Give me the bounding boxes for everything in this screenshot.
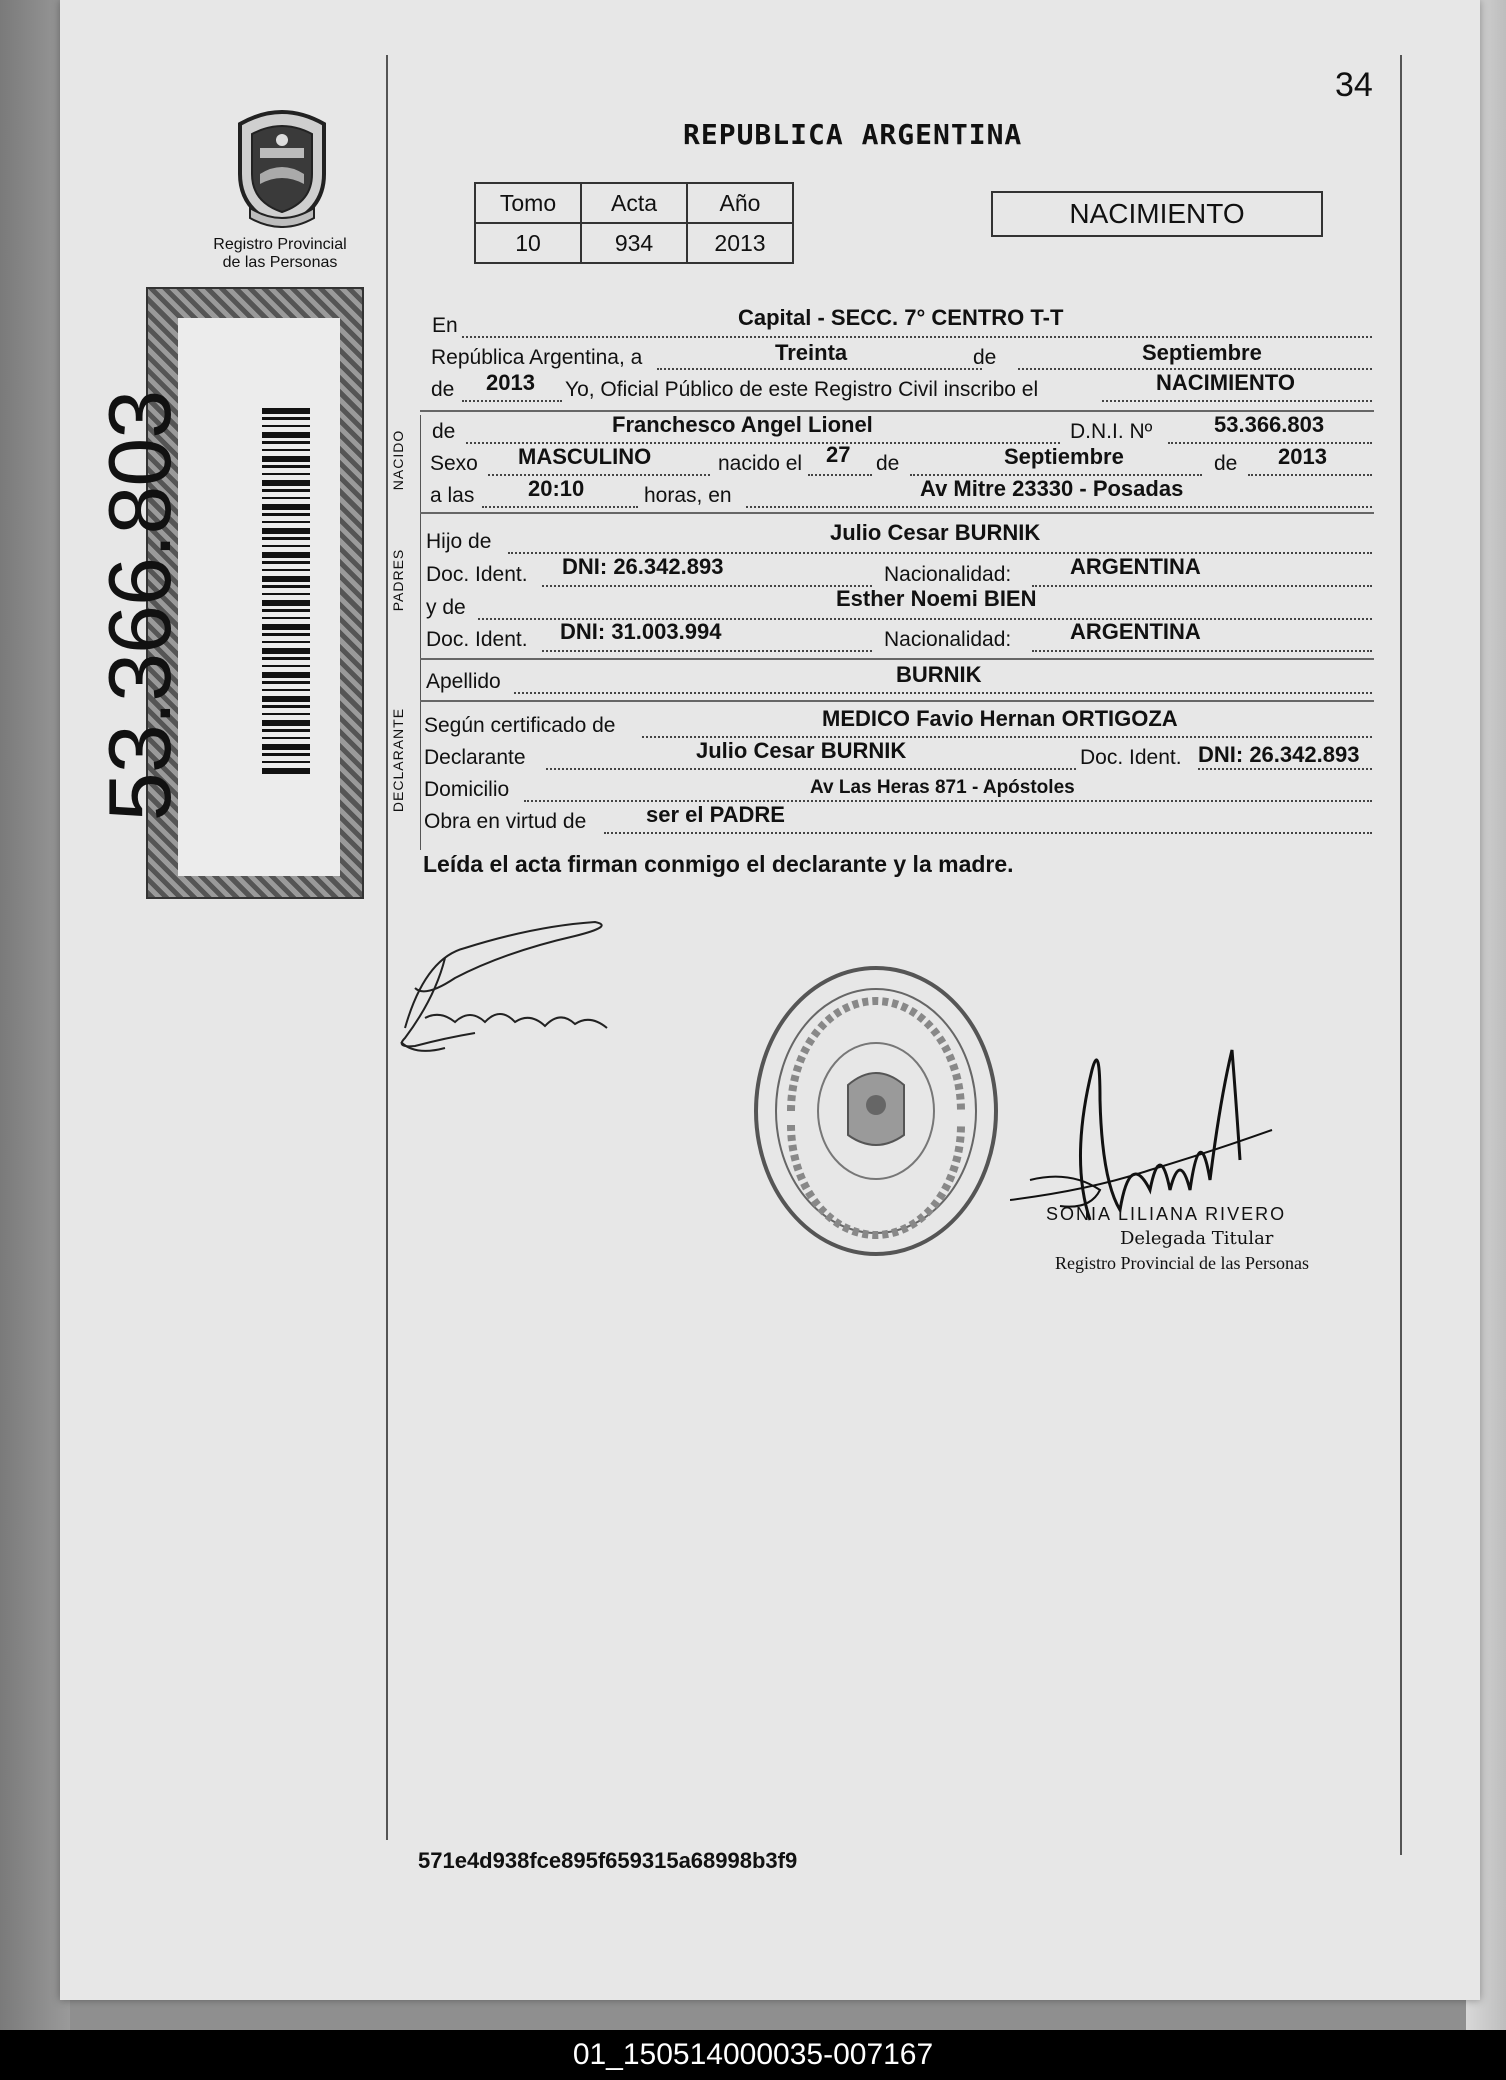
label-a-las: a las	[430, 484, 475, 507]
separator-line	[420, 700, 1374, 702]
label-yo: Yo, Oficial Público de este Registro Civil inscribo el	[565, 378, 1039, 401]
dotted-line	[462, 336, 1372, 338]
dotted-line	[482, 506, 638, 508]
value-domicilio: Av Las Heras 871 - Apóstoles	[810, 777, 1075, 798]
row-declarante	[0, 738, 1506, 776]
value-lugar-nac: Av Mitre 23330 - Posadas	[920, 476, 1184, 501]
value-dni: 53.366.803	[1214, 412, 1325, 437]
id-number-vertical: 53.366.803	[90, 390, 189, 822]
value-mes: Septiembre	[1142, 340, 1262, 365]
dotted-line	[542, 585, 872, 587]
table-header-acta: Acta	[581, 183, 687, 223]
mother-signature-icon	[385, 918, 625, 1068]
label-doc-ident: Doc. Ident.	[426, 563, 528, 586]
value-sexo: MASCULINO	[518, 444, 652, 469]
record-type-box: NACIMIENTO	[991, 191, 1323, 237]
label-sexo: Sexo	[430, 452, 478, 475]
value-apellido: BURNIK	[896, 662, 982, 687]
dotted-line	[462, 400, 562, 402]
label-y-de: y de	[426, 596, 466, 619]
label-declarante: Declarante	[424, 746, 526, 769]
value-madre-nac: ARGENTINA	[1070, 619, 1201, 644]
dotted-line	[1168, 442, 1372, 444]
table-header-tomo: Tomo	[475, 183, 581, 223]
row-sexo	[0, 442, 1506, 482]
label-segun: Según certificado de	[424, 714, 616, 737]
closing-statement: Leída el acta firman conmigo el declarante y la madre.	[423, 851, 1014, 877]
value-padre-doc: DNI: 26.342.893	[562, 554, 724, 579]
value-padre-nac: ARGENTINA	[1070, 554, 1201, 579]
value-madre-doc: DNI: 31.003.994	[560, 619, 722, 644]
label-doc-ident3: Doc. Ident.	[1080, 746, 1182, 769]
label-nacionalidad: Nacionalidad:	[884, 563, 1012, 586]
value-tipo: NACIMIENTO	[1156, 370, 1295, 395]
page-number: 34	[1335, 66, 1373, 104]
dotted-line	[808, 474, 872, 476]
misiones-shield-icon	[230, 104, 334, 228]
row-lugar	[0, 305, 1506, 344]
side-label-declarante: DECLARANTE	[390, 707, 406, 813]
row-inscripcion	[0, 370, 1506, 408]
dotted-line	[1102, 400, 1372, 402]
table-value-row	[475, 223, 793, 263]
official-seal-icon	[753, 965, 999, 1257]
label-obra: Obra en virtud de	[424, 810, 587, 833]
side-label-padres: PADRES	[390, 548, 406, 612]
dotted-line	[1198, 768, 1372, 770]
row-apellido	[0, 662, 1506, 700]
official-name: SONIA LILIANA RIVERO	[1046, 1204, 1287, 1224]
label-hijo-de: Hijo de	[426, 530, 492, 553]
official-office: Registro Provincial de las Personas	[1055, 1253, 1309, 1273]
value-anio-nac: 2013	[1278, 444, 1327, 469]
value-padre: Julio Cesar BURNIK	[830, 520, 1041, 545]
document-hash: 571e4d938fce895f659315a68998b3f9	[418, 1848, 798, 1873]
label-horas-en: horas, en	[644, 484, 732, 507]
label-domicilio: Domicilio	[424, 778, 510, 801]
official-role: Delegada Titular	[1120, 1228, 1274, 1249]
dotted-line	[1032, 650, 1372, 652]
registro-line2: de las Personas	[222, 254, 338, 271]
dotted-line	[746, 506, 1372, 508]
dotted-line	[604, 832, 1372, 834]
label-nacionalidad2: Nacionalidad:	[884, 628, 1012, 651]
dotted-line	[546, 768, 1076, 770]
footer-id: 01_150514000035-007167	[0, 2030, 1506, 2080]
value-nombre: Franchesco Angel Lionel	[612, 412, 873, 437]
label-nacido-de: de	[432, 420, 456, 443]
value-mes-nac: Septiembre	[1004, 444, 1124, 469]
row-padre	[0, 520, 1506, 560]
dotted-line	[657, 368, 982, 370]
separator-line	[420, 658, 1374, 660]
value-declarante: Julio Cesar BURNIK	[696, 738, 907, 763]
side-label-nacido: NACIDO	[390, 429, 406, 491]
label-de: de	[973, 346, 997, 369]
value-declarante-doc: DNI: 26.342.893	[1198, 742, 1360, 767]
row-madre-doc	[0, 619, 1506, 658]
label-republica: República Argentina, a	[431, 346, 643, 369]
label-en: En	[432, 314, 458, 337]
label-dni: D.N.I. Nº	[1070, 420, 1153, 443]
label-doc-ident2: Doc. Ident.	[426, 628, 528, 651]
value-anio: 2013	[486, 370, 535, 395]
table-value-acta: 934	[581, 223, 687, 263]
table-value-anio: 2013	[687, 223, 793, 263]
row-obra	[0, 802, 1506, 840]
value-dia-letras: Treinta	[775, 340, 848, 365]
table-value-tomo: 10	[475, 223, 581, 263]
value-lugar: Capital - SECC. 7° CENTRO T-T	[738, 305, 1064, 330]
label-de4: de	[1214, 452, 1238, 475]
dotted-line	[542, 650, 872, 652]
tomo-acta-table	[474, 182, 794, 264]
label-de2: de	[431, 378, 455, 401]
label-nacido-el: nacido el	[718, 452, 803, 475]
value-madre: Esther Noemi BIEN	[836, 586, 1037, 611]
value-obra: ser el PADRE	[646, 802, 785, 827]
table-header-anio: Año	[687, 183, 793, 223]
value-hora: 20:10	[528, 476, 585, 501]
dotted-line	[1248, 474, 1372, 476]
page-title: REPUBLICA ARGENTINA	[683, 118, 1023, 151]
label-de3: de	[876, 452, 900, 475]
registro-line1: Registro Provincial	[213, 236, 347, 253]
dotted-line	[488, 474, 710, 476]
row-madre	[0, 586, 1506, 626]
value-certificado: MEDICO Favio Hernan ORTIGOZA	[822, 706, 1178, 731]
table-header-row	[475, 183, 793, 223]
dotted-line	[514, 692, 1372, 694]
dotted-line	[1032, 585, 1372, 587]
value-dia-nac: 27	[826, 442, 851, 467]
label-apellido: Apellido	[426, 670, 501, 693]
row-hora	[0, 476, 1506, 514]
registro-logo-text	[190, 236, 370, 272]
